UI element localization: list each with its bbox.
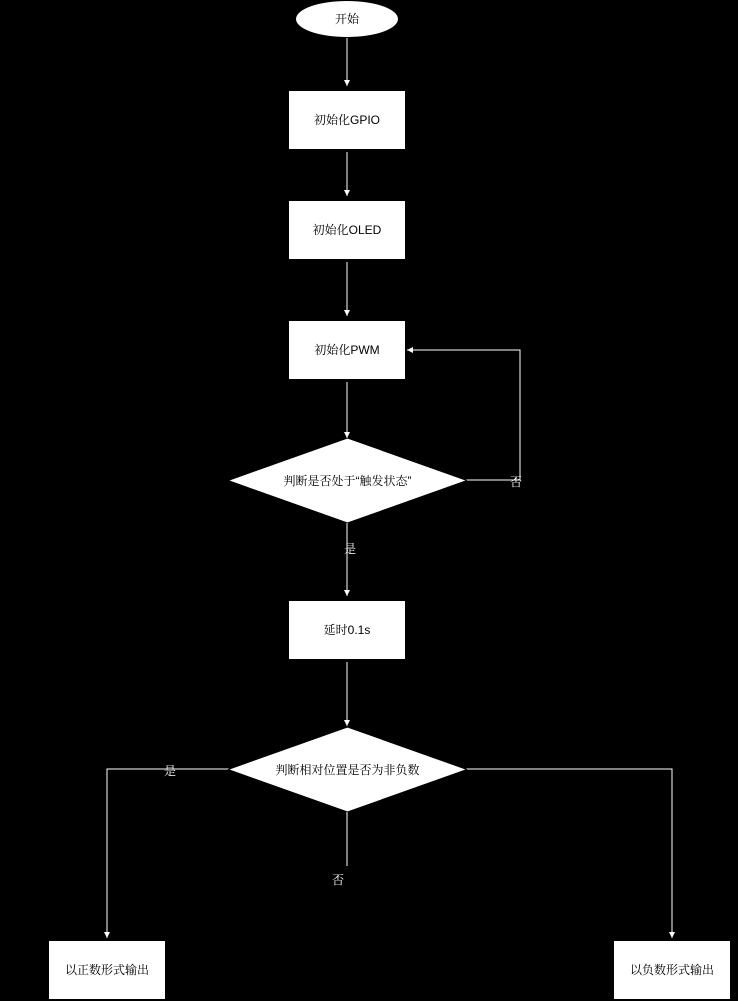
node-check-sign-label: 判断相对位置是否为非负数 xyxy=(275,763,420,777)
edge-label-trigger-no: 否 xyxy=(510,475,523,489)
node-check-trigger[interactable] xyxy=(228,438,467,523)
node-output-positive-label: 以正数形式输出 xyxy=(64,962,149,977)
node-output-negative[interactable] xyxy=(613,940,731,1000)
node-delay-label: 延时0.1s xyxy=(323,622,371,637)
node-delay[interactable] xyxy=(288,600,406,660)
node-check-sign[interactable] xyxy=(228,727,467,812)
node-init-oled-label: 初始化OLED xyxy=(312,222,382,237)
node-start[interactable] xyxy=(295,0,399,38)
node-init-pwm-label: 初始化PWM xyxy=(314,342,380,357)
node-init-gpio-label: 初始化GPIO xyxy=(313,112,380,127)
node-init-gpio[interactable] xyxy=(288,90,406,150)
node-check-trigger-label: 判断是否处于“触发状态” xyxy=(283,474,412,488)
edge-label-trigger-yes: 是 xyxy=(344,542,357,556)
edge-label-sign-yes: 是 xyxy=(164,764,177,778)
edge-label-sign-no: 否 xyxy=(332,873,345,887)
node-init-oled[interactable] xyxy=(288,200,406,260)
node-output-negative-label: 以负数形式输出 xyxy=(629,962,714,977)
node-output-positive[interactable] xyxy=(48,940,166,1000)
node-init-pwm[interactable] xyxy=(288,320,406,380)
node-start-label: 开始 xyxy=(334,11,359,26)
